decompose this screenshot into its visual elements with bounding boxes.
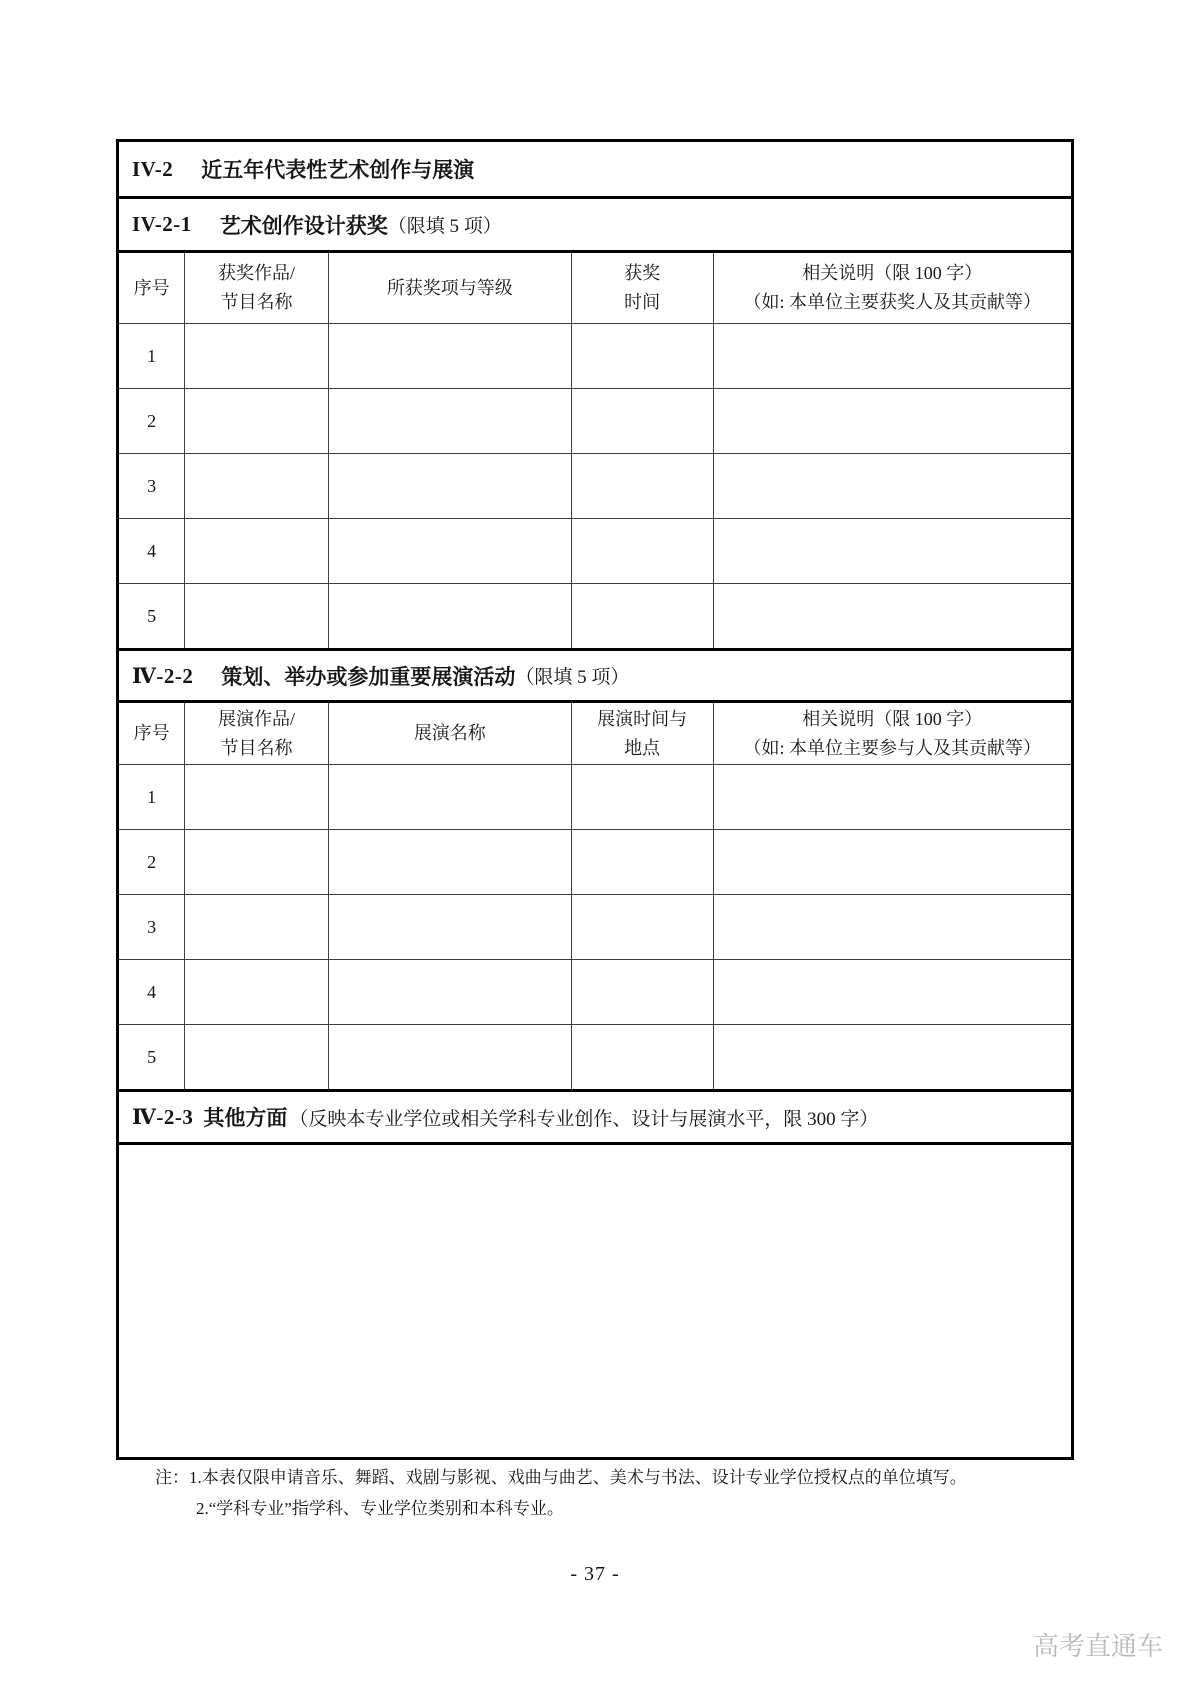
empty-cell-desc: [713, 519, 1071, 584]
empty-cell-time: [571, 765, 713, 830]
row-number-cell: 1: [119, 765, 185, 830]
empty-cell-award: [328, 519, 571, 584]
section-suffix-iv2-3: （反映本专业学位或相关学科专业创作、设计与展演水平，限 300 字）: [289, 1108, 879, 1130]
empty-cell-desc: [713, 454, 1071, 519]
empty-cell-time: [571, 830, 713, 895]
footnote-text-2: 2.“学科专业”指学科、专业学位类别和本科专业。: [196, 1499, 564, 1518]
section-header-iv2: [119, 142, 1071, 196]
header-cell-name: [328, 702, 571, 765]
footnotes: [155, 1462, 1055, 1524]
section-label-iv2-1: IV-2-1: [132, 212, 192, 236]
section-title-iv2-2: 策划、举办或参加重要展演活动: [221, 664, 516, 689]
empty-cell-desc: [713, 765, 1071, 830]
empty-cell-time: [571, 895, 713, 960]
row-number-cell: 2: [119, 830, 185, 895]
header-desc-line1: 相关说明（限 100 字）: [802, 708, 983, 729]
header-cell-desc: [713, 252, 1071, 324]
header-cell-work: [185, 252, 329, 324]
empty-cell-desc: [713, 1025, 1071, 1090]
section-title-iv2-1: 艺术创作设计获奖: [219, 213, 388, 238]
empty-cell-work: [185, 389, 329, 454]
empty-cell-work: [185, 765, 329, 830]
section-suffix-iv2-2: （限填 5 项）: [515, 667, 630, 688]
header-cell-time: [571, 702, 713, 765]
row-number-cell: 3: [119, 454, 185, 519]
header-no-label: 序号: [133, 723, 170, 743]
empty-cell-time: [571, 454, 713, 519]
empty-cell-work: [185, 960, 329, 1025]
row-number-cell: 5: [119, 584, 185, 649]
row-number-cell: 3: [119, 895, 185, 960]
header-cell-no: [119, 702, 185, 765]
header-work-line2: 节目名称: [220, 737, 293, 758]
empty-cell-time: [571, 324, 713, 389]
section-header-iv2-3: [119, 1089, 1071, 1142]
section-title-iv2: 近五年代表性艺术创作与展演: [201, 158, 475, 182]
empty-cell-award: [328, 454, 571, 519]
awards-table: [119, 250, 1071, 648]
header-time-line1: 展演时间与: [597, 708, 688, 729]
empty-cell-work: [185, 584, 329, 649]
header-work-line1: 展演作品/: [218, 708, 296, 729]
header-award-label: 所获奖项与等级: [386, 277, 513, 298]
header-name-label: 展演名称: [413, 723, 486, 743]
section-label-iv2: IV-2: [132, 156, 174, 181]
awards-table-header-row: [119, 252, 1071, 324]
section-header-iv2-2: [119, 648, 1071, 700]
empty-cell-work: [185, 454, 329, 519]
empty-cell-desc: [713, 830, 1071, 895]
empty-cell-time: [571, 960, 713, 1025]
empty-cell-work: [185, 519, 329, 584]
header-no-label: 序号: [133, 277, 170, 298]
empty-cell-desc: [713, 584, 1071, 649]
section-header-iv2-1: [119, 196, 1071, 250]
empty-cell-name: [328, 895, 571, 960]
empty-cell-work: [185, 324, 329, 389]
header-cell-desc: [713, 702, 1071, 765]
empty-cell-work: [185, 895, 329, 960]
empty-cell-work: [185, 1025, 329, 1090]
header-desc-line1: 相关说明（限 100 字）: [802, 263, 983, 283]
footnote-prefix: 注：: [155, 1468, 189, 1487]
empty-cell-time: [571, 519, 713, 584]
exhibitions-table-row-5: [119, 1025, 1071, 1090]
awards-table-row-4: [119, 519, 1071, 584]
exhibitions-table-row-4: [119, 960, 1071, 1025]
awards-table-row-3: [119, 454, 1071, 519]
empty-cell-time: [571, 1025, 713, 1090]
row-number-cell: 1: [119, 324, 185, 389]
empty-cell-name: [328, 1025, 571, 1090]
row-number-cell: 4: [119, 960, 185, 1025]
empty-cell-award: [328, 584, 571, 649]
form-iv2-table: [116, 139, 1074, 1460]
watermark-text: 高考直通车: [1032, 1632, 1163, 1662]
header-desc-line2: （如: 本单位主要获奖人及其贡献等）: [743, 292, 1042, 312]
exhibitions-table-header-row: [119, 702, 1071, 765]
header-work-line2: 节目名称: [220, 292, 293, 312]
header-cell-award: [328, 252, 571, 324]
section-title-iv2-3: 其他方面: [203, 1106, 288, 1130]
page-number: - 37 -: [570, 1563, 620, 1585]
section-label-iv2-3: Ⅳ-2-3: [132, 1105, 194, 1129]
section-label-iv2-2: Ⅳ-2-2: [132, 663, 194, 688]
header-time-line1: 获奖: [624, 263, 661, 283]
section-suffix-iv2-1: （限填 5 项）: [387, 216, 502, 237]
empty-cell-time: [571, 389, 713, 454]
header-time-line2: 时间: [624, 292, 661, 312]
exhibitions-table-row-1: [119, 765, 1071, 830]
awards-table-row-1: [119, 324, 1071, 389]
header-cell-work: [185, 702, 329, 765]
header-cell-no: [119, 252, 185, 324]
empty-cell-award: [328, 389, 571, 454]
empty-cell-time: [571, 584, 713, 649]
other-aspects-blank-area: [119, 1142, 1071, 1457]
empty-cell-desc: [713, 895, 1071, 960]
footnote-line-1: [155, 1462, 1055, 1493]
empty-cell-name: [328, 765, 571, 830]
exhibitions-table-row-2: [119, 830, 1071, 895]
empty-cell-desc: [713, 324, 1071, 389]
empty-cell-award: [328, 324, 571, 389]
header-desc-line2: （如: 本单位主要参与人及其贡献等）: [743, 737, 1042, 758]
footnote-line-2: [155, 1493, 1055, 1524]
empty-cell-desc: [713, 389, 1071, 454]
exhibitions-table-row-3: [119, 895, 1071, 960]
row-number-cell: 5: [119, 1025, 185, 1090]
footnote-text-1: 1.本表仅限申请音乐、舞蹈、戏剧与影视、戏曲与曲艺、美术与书法、设计专业学位授权点的单位填写。: [189, 1468, 967, 1487]
empty-cell-desc: [713, 960, 1071, 1025]
header-work-line1: 获奖作品/: [218, 263, 296, 283]
exhibitions-table: [119, 700, 1071, 1089]
empty-cell-work: [185, 830, 329, 895]
header-time-line2: 地点: [624, 737, 661, 758]
header-cell-time: [571, 252, 713, 324]
awards-table-row-5: [119, 584, 1071, 649]
row-number-cell: 4: [119, 519, 185, 584]
row-number-cell: 2: [119, 389, 185, 454]
awards-table-row-2: [119, 389, 1071, 454]
empty-cell-name: [328, 830, 571, 895]
empty-cell-name: [328, 960, 571, 1025]
